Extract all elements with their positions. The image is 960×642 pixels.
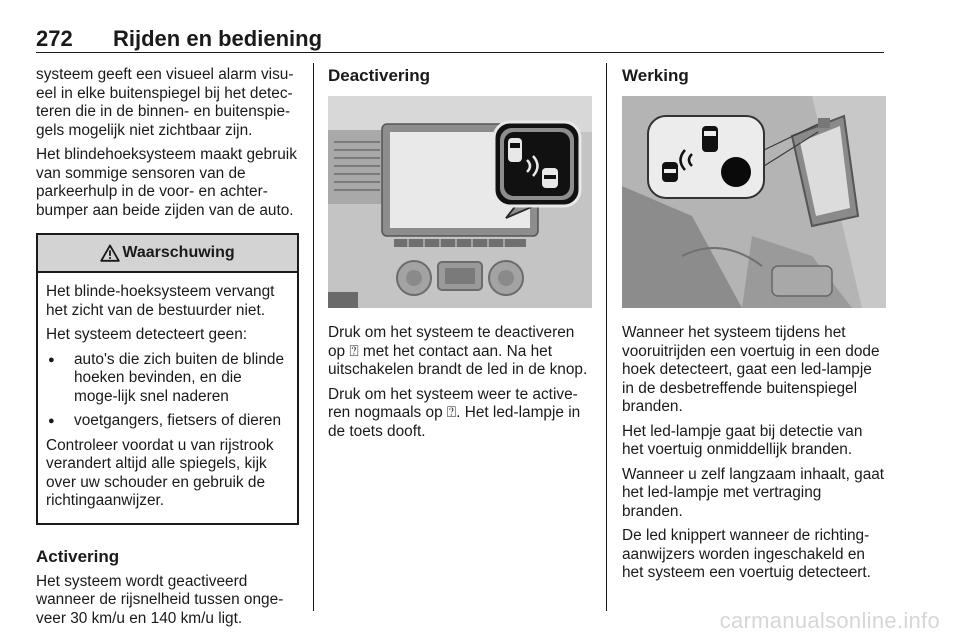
- section-heading-deactivering: Deactivering: [328, 66, 431, 85]
- warning-header: [38, 235, 297, 273]
- warning-list: [46, 351, 289, 431]
- paragraph: Het led-lampje gaat bij detectie van het voertuig onmiddellijk branden.: [622, 422, 863, 458]
- warning-box: [36, 233, 299, 525]
- column-1: [36, 66, 299, 634]
- paragraph: Het blindehoeksysteem maakt gebruik van sommige sensoren van de parkeerhulp in de voor- en achter-bumper aan beide zijden van de auto.: [36, 146, 297, 219]
- paragraph: Wanneer u zelf langzaam inhaalt, gaat het led-lampje met vertraging branden.: [622, 465, 885, 520]
- warning-text: Het blinde-hoeksysteem vervangt het zicht van de bestuurder niet.: [46, 283, 275, 319]
- paragraph: Het systeem wordt geactiveerd wanneer de rijsnelheid tussen onge-veer 30 km/u en 140 km/u ligt.: [36, 572, 284, 627]
- list-item: ● auto's die zich buiten de blinde hoeken bevinden, en die moge-lijk snel naderen: [46, 351, 289, 407]
- warning-triangle-icon: [100, 244, 120, 262]
- column-divider-2: [606, 63, 607, 611]
- warning-body: [38, 273, 297, 523]
- watermark: carmanualsonline.info: [719, 608, 940, 633]
- paragraph: De led knippert wanneer de richting-aanwijzers worden ingeschakeld en het systeem een voertuig detecteert.: [622, 527, 871, 581]
- warning-text: Het systeem detecteert geen:: [46, 326, 248, 343]
- column-2: [328, 66, 592, 447]
- section-heading-activering: Activering: [36, 546, 120, 566]
- warning-title: Waarschuwing: [122, 243, 235, 261]
- paragraph: Druk om het systeem weer te active-ren nogmaals op ⍰. Het led-lampje in de toets dooft.: [328, 385, 581, 440]
- header-rule: [36, 52, 884, 53]
- dashboard-illustration: [328, 96, 592, 308]
- warning-text: Controleer voordat u van rijstrook verandert altijd alle spiegels, kijk over uw schouder en gebruik de richtingaanwijzer.: [46, 436, 274, 509]
- paragraph: Wanneer het systeem tijdens het vooruitrijden een voertuig in een dode hoek detecteert, gaat een led-lampje in de desbetreffende buitenspiegel branden.: [622, 324, 880, 415]
- column-3: [622, 66, 886, 589]
- column-divider-1: [313, 63, 314, 611]
- paragraph: systeem geeft een visueel alarm visu-eel in elke buitenspiegel bij het detec-teren die in de binnen- en buitenspie-gels mogelijk niet zichtbaar zijn.: [36, 66, 294, 139]
- page-number: 272: [36, 26, 73, 51]
- section-heading-werking: Werking: [622, 66, 689, 85]
- paragraph: Druk om het systeem te deactiveren op ⍰ met het contact aan. Na het uitschakelen brandt de led in de knop.: [328, 324, 588, 378]
- mirror-illustration: [622, 96, 886, 308]
- chapter-title: Rijden en bediening: [113, 26, 323, 51]
- list-item: ● voetgangers, fietsers of dieren: [46, 412, 289, 431]
